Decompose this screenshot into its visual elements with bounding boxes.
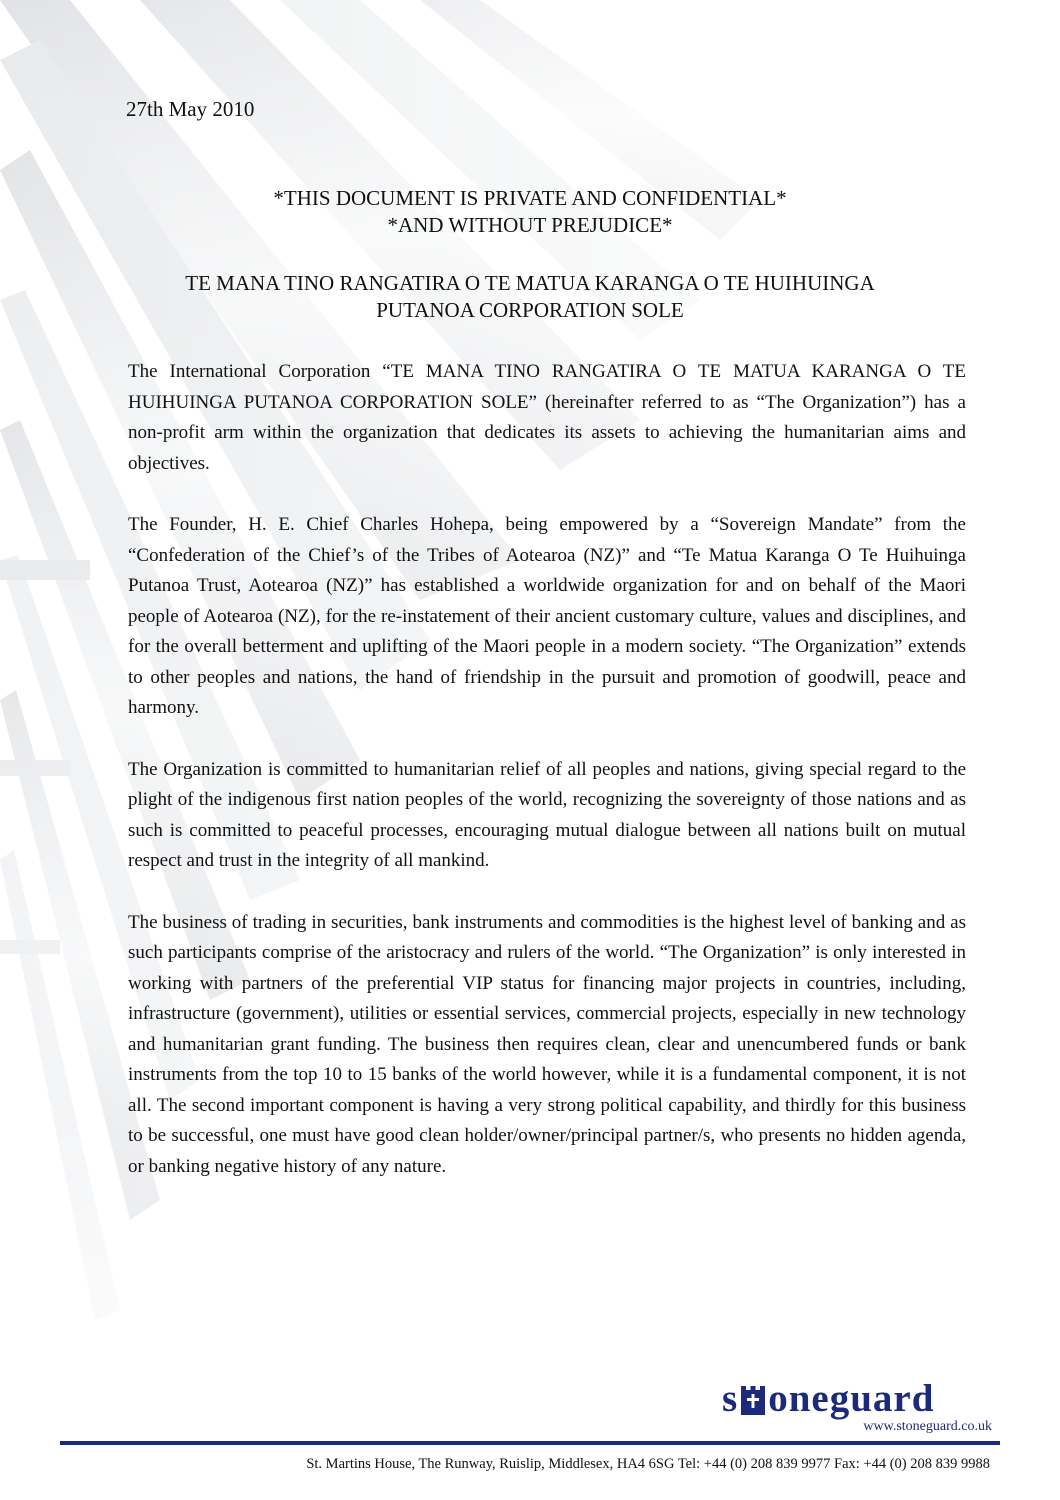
website-link[interactable]: www.stoneguard.co.uk	[863, 1419, 992, 1434]
footer-divider	[60, 1441, 1000, 1445]
body-paragraph: The International Corporation “TE MANA TINO RANGATIRA O TE MATUA KARANGA O TE HUIHUINGA PUTANOA CORPORATION SOLE” (hereinafter referred to as “The Organization”) has a non-profit arm within the organization that dedicates its assets to achieving the humanitarian aims and objectives.	[128, 361, 966, 474]
stoneguard-logo	[722, 1378, 998, 1438]
body-paragraph: The business of trading in securities, bank instruments and commodities is the highest level of banking and as such participants comprise of the aristocracy and rulers of the world. “The Organization” is only interested in working with partners of the preferential VIP status for financing major projects in countries, including, infrastructure (government), utilities or essential services, commercial projects, especially in new technology and humanitarian grant funding. The business then requires clean, clear and unencumbered funds or bank instruments from the top 10 to 15 banks of the world however, while it is a fundamental component, it is not all. The second important component is having a very strong political capability, and thirdly for this business to be successful, one must have good clean holder/owner/principal partner/s, who presents no hidden agenda, or banking negative history of any nature.	[128, 911, 966, 1177]
logo-wordmark	[722, 1378, 998, 1420]
logo-text-suffix: oneguard	[768, 1377, 935, 1420]
logo-text-prefix: s	[722, 1377, 739, 1420]
confidentiality-line-2: *AND WITHOUT PREJUDICE*	[387, 213, 673, 237]
body-paragraph: The Founder, H. E. Chief Charles Hohepa, being empowered by a “Sovereign Mandate” from the “Confederation of the Chief’s of the Tribes of Aotearoa (NZ)” and “Te Matua Karanga O Te Huihuinga Putanoa Trust, Aotearoa (NZ)” has established a worldwide organization for and on behalf of the Maori people of Aotearoa (NZ), for the re-instatement of their ancient customary culture, values and disciplines, and for the overall betterment and uplifting of the Maori people in a modern society. “The Organization” extends to other peoples and nations, the hand of friendship in the pursuit and promotion of goodwill, peace and harmony.	[128, 514, 966, 718]
body-paragraph: The Organization is committed to humanitarian relief of all peoples and nations, giving special regard to the plight of the indigenous first nation peoples of the world, recognizing the sovereignty of those nations and as such is committed to peaceful processes, encouraging mutual dialogue between all nations built on mutual respect and trust in the integrity of all mankind.	[128, 758, 966, 871]
letter-date: 27th May 2010	[126, 97, 255, 121]
confidentiality-line-1: *THIS DOCUMENT IS PRIVATE AND CONFIDENTIAL*	[273, 186, 787, 210]
corporation-title-line-2: PUTANOA CORPORATION SOLE	[376, 298, 684, 322]
letter-body	[128, 357, 966, 1213]
corporation-title	[60, 270, 1000, 324]
confidentiality-notice	[60, 185, 1000, 239]
corporation-title-line-1: TE MANA TINO RANGATIRA O TE MATUA KARANGA O TE HUIHUINGA	[185, 271, 875, 295]
footer-address: St. Martins House, The Runway, Ruislip, Middlesex, HA4 6SG Tel: +44 (0) 208 839 9977 Fax: +44 (0) 208 839 9988	[306, 1456, 990, 1472]
tower-icon	[740, 1386, 766, 1416]
